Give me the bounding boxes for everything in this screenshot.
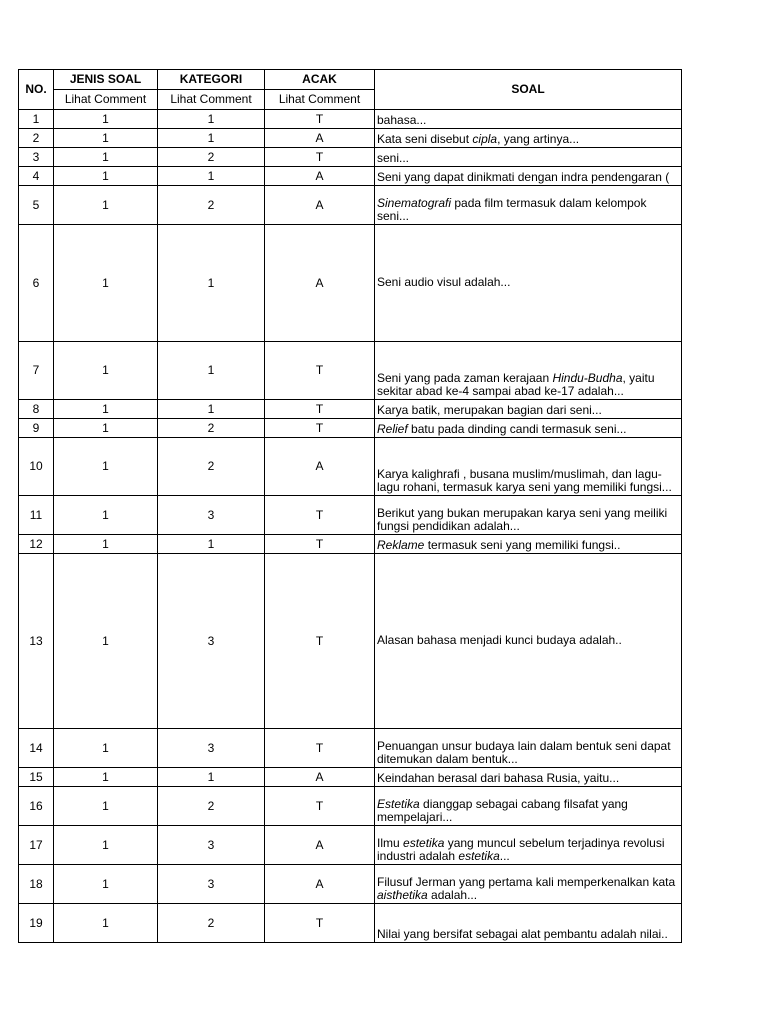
soal-italic: Estetika — [377, 797, 420, 811]
cell-acak: T — [265, 419, 375, 438]
cell-soal: Nilai yang bersifat sebagai alat pembantu adalah nilai.. — [375, 904, 682, 943]
header-kategori: KATEGORI — [158, 70, 265, 90]
cell-jenis: 1 — [54, 186, 158, 225]
cell-kategori: 1 — [158, 768, 265, 787]
soal-text: Ilmu — [377, 836, 404, 850]
soal-text: termasuk seni yang memiliki fungsi.. — [424, 538, 621, 552]
cell-jenis: 1 — [54, 110, 158, 129]
cell-acak: A — [265, 167, 375, 186]
cell-kategori: 1 — [158, 225, 265, 342]
soal-italic: Sinematografi — [377, 196, 452, 210]
cell-no: 2 — [19, 129, 54, 148]
cell-no: 17 — [19, 826, 54, 865]
cell-acak: A — [265, 129, 375, 148]
lihat-comment-jenis[interactable]: Lihat Comment — [54, 90, 158, 110]
header-no: NO. — [19, 70, 54, 110]
cell-no: 7 — [19, 342, 54, 400]
table-row — [19, 826, 682, 865]
cell-no: 16 — [19, 787, 54, 826]
cell-jenis: 1 — [54, 148, 158, 167]
table-row — [19, 110, 682, 129]
cell-soal — [375, 419, 682, 438]
cell-acak: T — [265, 554, 375, 729]
table-row — [19, 787, 682, 826]
cell-jenis: 1 — [54, 535, 158, 554]
cell-no: 15 — [19, 768, 54, 787]
cell-jenis: 1 — [54, 729, 158, 768]
cell-no: 3 — [19, 148, 54, 167]
table-row — [19, 419, 682, 438]
cell-no: 12 — [19, 535, 54, 554]
cell-jenis: 1 — [54, 400, 158, 419]
cell-jenis: 1 — [54, 865, 158, 904]
soal-italic: cipla — [472, 132, 498, 146]
table-row — [19, 129, 682, 148]
table-row — [19, 225, 682, 342]
lihat-comment-kategori[interactable]: Lihat Comment — [158, 90, 265, 110]
cell-soal: Seni audio visul adalah... — [375, 225, 682, 342]
cell-no: 19 — [19, 904, 54, 943]
cell-kategori: 2 — [158, 186, 265, 225]
table-row — [19, 535, 682, 554]
table-row — [19, 904, 682, 943]
soal-italic: aisthetika — [377, 888, 428, 902]
cell-acak: T — [265, 535, 375, 554]
cell-jenis: 1 — [54, 438, 158, 496]
header-acak: ACAK — [265, 70, 375, 90]
cell-kategori: 2 — [158, 438, 265, 496]
cell-soal: Alasan bahasa menjadi kunci budaya adalah.. — [375, 554, 682, 729]
cell-acak: T — [265, 400, 375, 419]
cell-soal: Karya kalighrafi , busana muslim/muslimah, dan lagu-lagu rohani, termasuk karya seni yang memiliki fungsi... — [375, 438, 682, 496]
soal-text: yang muncul sebelum terjadinya revolusi industri adalah — [377, 836, 665, 863]
cell-soal: Penuangan unsur budaya lain dalam bentuk seni dapat ditemukan dalam bentuk... — [375, 729, 682, 768]
cell-no: 1 — [19, 110, 54, 129]
cell-kategori: 3 — [158, 729, 265, 768]
cell-soal: Berikut yang bukan merupakan karya seni yang meiliki fungsi pendidikan adalah... — [375, 496, 682, 535]
cell-acak: A — [265, 768, 375, 787]
cell-soal — [375, 787, 682, 826]
cell-no: 4 — [19, 167, 54, 186]
table-row — [19, 554, 682, 729]
cell-acak: A — [265, 826, 375, 865]
soal-italic: estetika — [403, 836, 445, 850]
cell-acak: T — [265, 904, 375, 943]
cell-acak: T — [265, 110, 375, 129]
cell-no: 6 — [19, 225, 54, 342]
cell-soal — [375, 342, 682, 400]
cell-soal: Karya batik, merupakan bagian dari seni... — [375, 400, 682, 419]
soal-italic: Hindu-Budha — [552, 371, 623, 385]
cell-kategori: 3 — [158, 496, 265, 535]
cell-kategori: 2 — [158, 787, 265, 826]
cell-acak: T — [265, 342, 375, 400]
cell-no: 18 — [19, 865, 54, 904]
cell-no: 14 — [19, 729, 54, 768]
cell-acak: A — [265, 438, 375, 496]
cell-jenis: 1 — [54, 826, 158, 865]
table-row — [19, 438, 682, 496]
cell-kategori: 1 — [158, 535, 265, 554]
lihat-comment-acak[interactable]: Lihat Comment — [265, 90, 375, 110]
cell-kategori: 3 — [158, 826, 265, 865]
table-row — [19, 496, 682, 535]
table-row — [19, 729, 682, 768]
cell-soal — [375, 826, 682, 865]
cell-acak: T — [265, 148, 375, 167]
cell-jenis: 1 — [54, 342, 158, 400]
table-row — [19, 865, 682, 904]
soal-text: dianggap sebagai cabang filsafat yang mempelajari... — [377, 797, 628, 824]
cell-acak: T — [265, 787, 375, 826]
cell-jenis: 1 — [54, 904, 158, 943]
cell-soal: Keindahan berasal dari bahasa Rusia, yaitu... — [375, 768, 682, 787]
cell-kategori: 3 — [158, 554, 265, 729]
cell-soal — [375, 535, 682, 554]
question-table — [18, 69, 682, 943]
cell-kategori: 2 — [158, 904, 265, 943]
cell-kategori: 2 — [158, 419, 265, 438]
soal-italic: estetika — [458, 849, 500, 863]
cell-no: 11 — [19, 496, 54, 535]
soal-italic: Reklame — [377, 538, 425, 552]
cell-no: 10 — [19, 438, 54, 496]
cell-soal — [375, 865, 682, 904]
cell-acak: T — [265, 729, 375, 768]
soal-text: Kata seni disebut — [377, 132, 473, 146]
soal-text: Seni yang pada zaman kerajaan — [377, 371, 553, 385]
cell-soal: seni... — [375, 148, 682, 167]
cell-kategori: 1 — [158, 400, 265, 419]
cell-soal — [375, 129, 682, 148]
cell-acak: A — [265, 865, 375, 904]
table-row — [19, 148, 682, 167]
table-row — [19, 342, 682, 400]
header-soal: SOAL — [375, 70, 682, 110]
cell-kategori: 1 — [158, 129, 265, 148]
cell-jenis: 1 — [54, 129, 158, 148]
table-row — [19, 167, 682, 186]
cell-no: 13 — [19, 554, 54, 729]
cell-jenis: 1 — [54, 419, 158, 438]
cell-jenis: 1 — [54, 787, 158, 826]
soal-italic: Relief — [377, 422, 408, 436]
cell-jenis: 1 — [54, 496, 158, 535]
soal-text: Filusuf Jerman yang pertama kali memperkenalkan kata — [377, 875, 676, 889]
cell-jenis: 1 — [54, 554, 158, 729]
soal-text: adalah... — [427, 888, 478, 902]
cell-no: 8 — [19, 400, 54, 419]
table-row — [19, 400, 682, 419]
cell-acak: T — [265, 496, 375, 535]
table-row — [19, 768, 682, 787]
soal-text: , yaitu sekitar abad ke-4 sampai abad ke-17 adalah... — [377, 371, 655, 398]
cell-acak: A — [265, 186, 375, 225]
cell-jenis: 1 — [54, 167, 158, 186]
cell-kategori: 3 — [158, 865, 265, 904]
soal-text: , yang artinya... — [497, 132, 580, 146]
header-jenis-soal: JENIS SOAL — [54, 70, 158, 90]
cell-kategori: 1 — [158, 110, 265, 129]
cell-kategori: 1 — [158, 167, 265, 186]
cell-kategori: 2 — [158, 148, 265, 167]
soal-text: ... — [499, 849, 510, 863]
cell-soal: Seni yang dapat dinikmati dengan indra pendengaran ( — [375, 167, 682, 186]
cell-no: 5 — [19, 186, 54, 225]
cell-acak: A — [265, 225, 375, 342]
soal-text: batu pada dinding candi termasuk seni... — [407, 422, 627, 436]
cell-soal: bahasa... — [375, 110, 682, 129]
table-row — [19, 186, 682, 225]
cell-kategori: 1 — [158, 342, 265, 400]
cell-soal — [375, 186, 682, 225]
cell-no: 9 — [19, 419, 54, 438]
cell-jenis: 1 — [54, 225, 158, 342]
soal-text: pada film termasuk dalam kelompok seni... — [377, 196, 647, 223]
cell-jenis: 1 — [54, 768, 158, 787]
